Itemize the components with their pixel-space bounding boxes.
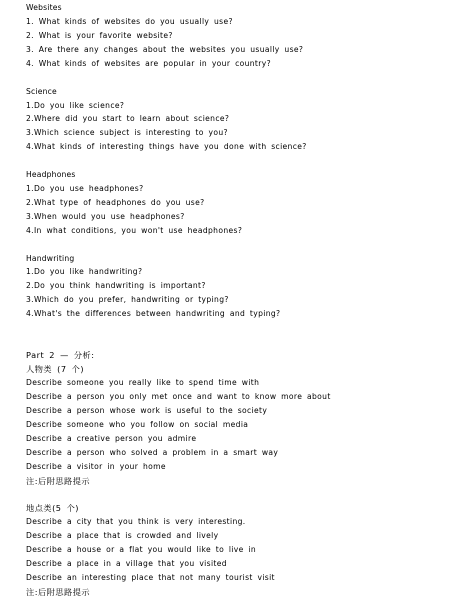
topic-item: Describe a place that is crowded and lively — [26, 531, 219, 540]
question-item: 4.What's the differences between handwriting and typing? — [26, 309, 281, 318]
section-title-websites: Websites — [26, 3, 62, 12]
people-note: 注:后附思路提示 — [26, 476, 91, 486]
question-item: 1. What kinds of websites do you usually use? — [26, 17, 233, 26]
question-item: 2.What type of headphones do you use? — [26, 198, 205, 207]
topic-item: Describe someone you really like to spend time with — [26, 378, 260, 387]
question-item: 3. Are there any changes about the websites you usually use? — [26, 45, 304, 54]
topic-item: Describe a city that you think is very interesting. — [26, 517, 246, 526]
question-item: 1.Do you like handwriting? — [26, 267, 143, 276]
question-item: 2.Where did you start to learn about science? — [26, 114, 230, 123]
topic-item: Describe a house or a flat you would like to live in — [26, 545, 257, 554]
topic-item: Describe someone who you follow on social media — [26, 420, 249, 429]
topic-item: Describe a person whose work is useful to the society — [26, 406, 268, 415]
question-item: 3.Which science subject is interesting to you? — [26, 128, 228, 137]
part2-title: Part 2 — 分析: — [26, 350, 95, 360]
question-item: 4.What kinds of interesting things have you done with science? — [26, 142, 307, 151]
question-item: 2.Do you think handwriting is important? — [26, 281, 206, 290]
section-title-headphones: Headphones — [26, 170, 76, 179]
places-note: 注:后附思路提示 — [26, 587, 91, 597]
question-item: 3.Which do you prefer, handwriting or typing? — [26, 295, 229, 304]
people-heading: 人物类 (7 个) — [26, 364, 85, 374]
section-title-handwriting: Handwriting — [26, 254, 75, 263]
topic-item: Describe a creative person you admire — [26, 434, 197, 443]
topic-item: Describe a place in a village that you visited — [26, 559, 227, 568]
question-item: 4.In what conditions, you won't use headphones? — [26, 226, 243, 235]
topic-item: Describe an interesting place that not many tourist visit — [26, 573, 275, 582]
topic-item: Describe a person you only met once and want to know more about — [26, 392, 331, 401]
topic-item: Describe a person who solved a problem in a smart way — [26, 448, 279, 457]
question-item: 1.Do you like science? — [26, 101, 125, 110]
section-title-science: Science — [26, 87, 57, 96]
topic-item: Describe a visitor in your home — [26, 462, 166, 471]
places-heading: 地点类(5 个) — [26, 503, 79, 513]
question-item: 4. What kinds of websites are popular in your country? — [26, 59, 271, 68]
question-item: 2. What is your favorite website? — [26, 31, 173, 40]
question-item: 1.Do you use headphones? — [26, 184, 144, 193]
question-item: 3.When would you use headphones? — [26, 212, 185, 221]
